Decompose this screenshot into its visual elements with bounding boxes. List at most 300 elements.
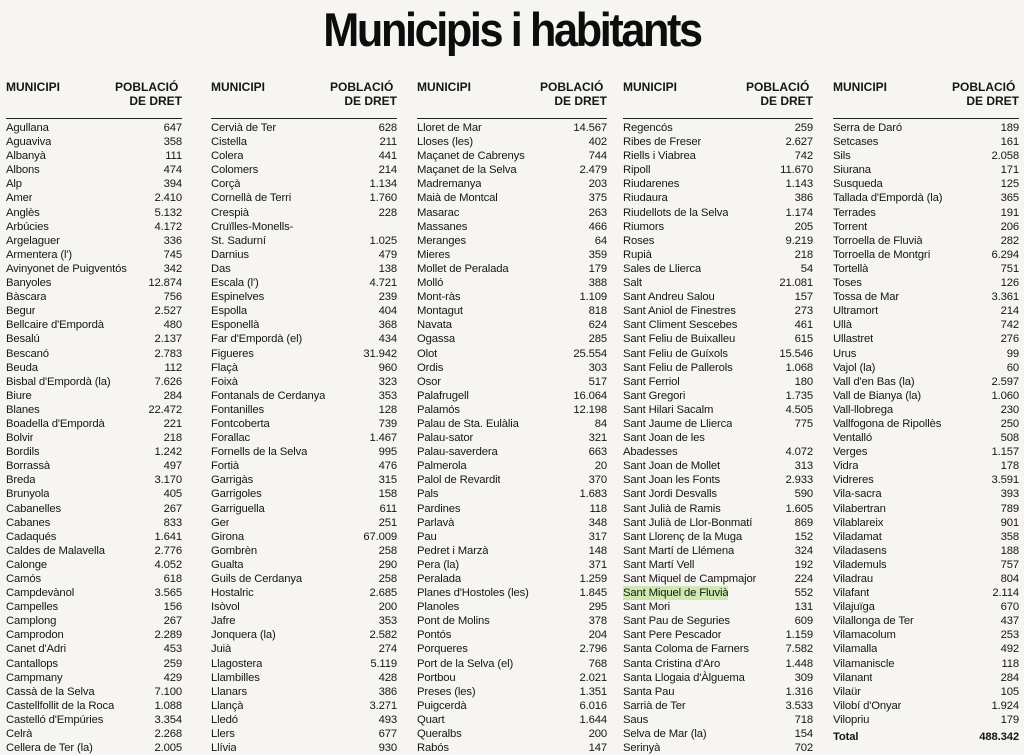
municipi-name: Lloret de Mar xyxy=(417,122,482,134)
poblacio-value: 1.735 xyxy=(785,389,813,402)
table-row xyxy=(833,375,1019,389)
municipi-name: Gualta xyxy=(211,558,244,571)
table-row xyxy=(417,473,607,487)
table-row xyxy=(417,685,607,699)
poblacio-value: 239 xyxy=(378,291,397,304)
table-row xyxy=(623,332,813,346)
poblacio-value: 2.268 xyxy=(154,728,182,741)
table-row xyxy=(623,586,813,600)
poblacio-value: 1.259 xyxy=(579,573,607,585)
table-row xyxy=(211,713,397,727)
poblacio-value: 148 xyxy=(588,544,607,557)
poblacio-value: 274 xyxy=(378,643,397,656)
table-row xyxy=(211,417,397,431)
municipi-name: Hostalric xyxy=(211,587,254,600)
table-row xyxy=(6,487,182,501)
table-row xyxy=(417,234,607,248)
municipi-name: Tallada d'Empordà (la) xyxy=(833,192,943,205)
poblacio-value: 3.565 xyxy=(154,587,182,600)
municipi-name: Setcases xyxy=(833,136,879,149)
poblacio-value: 1.060 xyxy=(991,389,1019,402)
poblacio-value: 2.776 xyxy=(154,544,182,557)
municipi-name: Espinelves xyxy=(211,291,265,304)
municipi-list xyxy=(6,121,182,755)
poblacio-value: 818 xyxy=(588,305,607,318)
table-row xyxy=(417,304,607,318)
table-row xyxy=(6,671,182,685)
table-row xyxy=(833,558,1019,572)
table-row xyxy=(211,389,397,403)
municipi-name: Das xyxy=(211,262,231,275)
poblacio-value: 7.100 xyxy=(154,685,182,698)
poblacio-value: 158 xyxy=(378,488,397,501)
municipi-name: Ullastret xyxy=(833,333,874,346)
municipi-name: Sant Martí Vell xyxy=(623,558,695,571)
poblacio-value: 179 xyxy=(1000,713,1019,726)
table-row xyxy=(211,685,397,699)
municipi-name: Vall-llobrega xyxy=(833,403,894,416)
table-row xyxy=(211,657,397,671)
municipi-name: Tossa de Mar xyxy=(833,291,900,304)
table-row xyxy=(623,417,813,431)
table-row xyxy=(623,713,813,727)
table-row xyxy=(211,177,397,191)
table-row xyxy=(623,375,813,389)
poblacio-value: 336 xyxy=(163,234,182,247)
poblacio-value: 453 xyxy=(163,643,182,656)
poblacio-value: 2.058 xyxy=(991,150,1019,163)
poblacio-value: 388 xyxy=(588,277,607,290)
poblacio-value: 1.134 xyxy=(369,178,397,191)
header-poblacio: POBLACIÓ DE DRET xyxy=(745,80,813,108)
table-row xyxy=(417,332,607,346)
poblacio-value: 2.627 xyxy=(785,136,813,149)
municipi-name: Verges xyxy=(833,446,868,459)
table-row xyxy=(623,671,813,685)
poblacio-value: 323 xyxy=(378,375,397,388)
poblacio-value: 901 xyxy=(1000,516,1019,529)
municipi-name: Vilajuïga xyxy=(833,601,875,614)
municipi-name: Sant Ferriol xyxy=(623,375,680,388)
municipi-name: Sales de Llierca xyxy=(623,262,701,275)
poblacio-value: 479 xyxy=(378,248,397,261)
municipi-name: Vilanant xyxy=(833,671,873,684)
table-row xyxy=(417,657,607,671)
municipi-name: Cruïlles-Monells- xyxy=(211,220,294,233)
poblacio-value: 393 xyxy=(1000,488,1019,501)
table-row xyxy=(211,403,397,417)
municipi-name: Sant Andreu Salou xyxy=(623,291,715,304)
poblacio-value: 152 xyxy=(794,530,813,543)
poblacio-value: 461 xyxy=(794,319,813,332)
table-row xyxy=(623,290,813,304)
municipi-name: Vall de Bianya (la) xyxy=(833,389,921,402)
table-row xyxy=(211,671,397,685)
municipi-name: Salt xyxy=(623,277,642,290)
municipi-name: Sant Climent Sescebes xyxy=(623,319,738,332)
table-row xyxy=(833,600,1019,614)
table-row xyxy=(6,149,182,163)
table-row xyxy=(211,699,397,713)
municipi-name: Rupià xyxy=(623,248,652,261)
table-row xyxy=(6,530,182,544)
table-row xyxy=(6,600,182,614)
table-row xyxy=(6,304,182,318)
table-row xyxy=(211,290,397,304)
municipi-name: Bordils xyxy=(6,446,40,459)
table-row xyxy=(6,163,182,177)
table-row xyxy=(6,135,182,149)
table-row xyxy=(6,516,182,530)
municipi-name: Esponellà xyxy=(211,319,260,332)
header-municipi: MUNICIPI xyxy=(623,80,677,94)
poblacio-value: 31.942 xyxy=(363,347,397,360)
table-row xyxy=(6,375,182,389)
poblacio-value: 508 xyxy=(1000,432,1019,445)
municipi-name: Garriguella xyxy=(211,502,265,515)
table-row xyxy=(211,502,397,516)
table-row xyxy=(211,727,397,741)
municipi-list xyxy=(833,121,1019,744)
municipi-name: Sant Pere Pescador xyxy=(623,629,722,642)
municipi-name: Calonge xyxy=(6,558,48,571)
table-row xyxy=(417,417,607,431)
municipi-name: Campelles xyxy=(6,601,59,614)
table-row xyxy=(417,361,607,375)
table-row xyxy=(833,389,1019,403)
table-row xyxy=(211,741,397,755)
poblacio-value: 1.351 xyxy=(579,685,607,698)
poblacio-value: 353 xyxy=(378,389,397,402)
table-row xyxy=(833,177,1019,191)
municipi-name: Albanyà xyxy=(6,150,46,163)
table-row xyxy=(211,262,397,276)
municipi-name: Crespià xyxy=(211,206,249,219)
table-row xyxy=(623,149,813,163)
poblacio-value: 4.505 xyxy=(785,403,813,416)
table-row xyxy=(417,135,607,149)
table-row xyxy=(833,713,1019,727)
municipi-name: Fontanilles xyxy=(211,403,264,416)
poblacio-value: 1.242 xyxy=(154,446,182,459)
municipi-name: Sant Pau de Seguries xyxy=(623,615,730,628)
table-row xyxy=(623,318,813,332)
table-row xyxy=(6,206,182,220)
poblacio-value: 1.068 xyxy=(785,361,813,374)
municipi-name: Celrà xyxy=(6,728,33,741)
table-row xyxy=(417,741,607,755)
poblacio-value: 21.081 xyxy=(779,277,813,290)
poblacio-value: 203 xyxy=(588,178,607,191)
table-row xyxy=(6,572,182,586)
poblacio-value: 434 xyxy=(378,333,397,346)
poblacio-value: 273 xyxy=(794,305,813,318)
poblacio-value: 378 xyxy=(588,615,607,628)
column-header xyxy=(211,78,397,119)
municipi-name: Camós xyxy=(6,573,42,585)
municipi-name: Sant Feliu de Guíxols xyxy=(623,347,728,360)
table-row xyxy=(623,657,813,671)
poblacio-value: 126 xyxy=(1000,277,1019,290)
poblacio-value: 1.641 xyxy=(154,530,182,543)
table-row xyxy=(6,332,182,346)
table-row xyxy=(6,318,182,332)
poblacio-value: 105 xyxy=(1000,685,1019,698)
table-row xyxy=(6,727,182,741)
poblacio-value: 402 xyxy=(588,136,607,149)
municipi-name: Torroella de Montgrí xyxy=(833,248,931,261)
table-row xyxy=(833,276,1019,290)
table-row xyxy=(6,685,182,699)
poblacio-value: 359 xyxy=(588,248,607,261)
poblacio-value: 368 xyxy=(378,319,397,332)
municipi-name: Ordis xyxy=(417,361,444,374)
table-row xyxy=(417,206,607,220)
poblacio-value: 353 xyxy=(378,615,397,628)
municipi-name: Planes d'Hostoles (les) xyxy=(417,587,529,600)
table-row xyxy=(623,135,813,149)
municipi-name: Bellcaire d'Empordà xyxy=(6,319,104,332)
municipi-name: Palafrugell xyxy=(417,389,469,402)
table-row xyxy=(623,191,813,205)
poblacio-value: 375 xyxy=(588,192,607,205)
table-row xyxy=(417,572,607,586)
table-row xyxy=(623,234,813,248)
table-row xyxy=(623,487,813,501)
municipi-name: Girona xyxy=(211,530,245,543)
table-row xyxy=(6,741,182,755)
poblacio-value: 466 xyxy=(588,220,607,233)
table-row xyxy=(6,361,182,375)
poblacio-value: 609 xyxy=(794,615,813,628)
table-row xyxy=(417,530,607,544)
table-row xyxy=(623,248,813,262)
poblacio-value: 3.361 xyxy=(991,291,1019,304)
table-row xyxy=(211,191,397,205)
poblacio-value: 118 xyxy=(589,502,607,515)
municipi-name: Cistella xyxy=(211,136,247,149)
column-1 xyxy=(6,78,182,755)
table-row xyxy=(623,558,813,572)
poblacio-value: 497 xyxy=(163,460,182,473)
table-row xyxy=(417,290,607,304)
table-row xyxy=(417,220,607,234)
poblacio-value: 20 xyxy=(594,460,607,473)
poblacio-value: 757 xyxy=(1000,558,1019,571)
municipi-name: Riudarenes xyxy=(623,178,680,191)
municipi-name: Lloses (les) xyxy=(417,136,473,149)
table-row xyxy=(417,628,607,642)
table-row xyxy=(833,685,1019,699)
municipi-name: Torroella de Fluvià xyxy=(833,234,923,247)
header-poblacio: POBLACIÓ DE DRET xyxy=(951,80,1019,108)
municipi-name: Sant Llorenç de la Muga xyxy=(623,530,743,543)
table-row xyxy=(833,262,1019,276)
table-row xyxy=(211,544,397,558)
municipi-name: Vajol (la) xyxy=(833,361,876,374)
municipi-name: Sarrià de Ter xyxy=(623,699,686,712)
municipi-name: Ogassa xyxy=(417,333,456,346)
poblacio-value: 180 xyxy=(794,375,813,388)
municipi-name: Vilamalla xyxy=(833,643,878,656)
municipi-name: Biure xyxy=(6,389,32,402)
municipi-name: Avinyonet de Puigventós xyxy=(6,262,127,275)
poblacio-value: 702 xyxy=(794,742,813,755)
municipi-name: Canet d'Adri xyxy=(6,643,67,656)
municipi-name: Vilopriu xyxy=(833,713,870,726)
poblacio-value: 285 xyxy=(588,333,607,346)
municipi-name: Preses (les) xyxy=(417,685,476,698)
poblacio-value: 2.289 xyxy=(154,629,182,642)
poblacio-value: 259 xyxy=(794,122,813,134)
table-row xyxy=(417,347,607,361)
municipi-name: Colomers xyxy=(211,164,259,177)
municipi-name: Molló xyxy=(417,277,444,290)
municipi-name: Serra de Daró xyxy=(833,122,903,134)
table-row xyxy=(6,121,182,135)
poblacio-value: 211 xyxy=(379,136,397,149)
municipi-name: Rabós xyxy=(417,742,449,755)
poblacio-value: 611 xyxy=(379,502,397,515)
municipi-name: Fontanals de Cerdanya xyxy=(211,389,326,402)
municipi-name: Mont-ràs xyxy=(417,291,461,304)
table-row xyxy=(6,234,182,248)
poblacio-value: 1.605 xyxy=(785,502,813,515)
municipi-name: Palmerola xyxy=(417,460,467,473)
poblacio-value: 386 xyxy=(378,685,397,698)
poblacio-value: 22.472 xyxy=(148,403,182,416)
table-row xyxy=(623,304,813,318)
municipi-name: Garrigàs xyxy=(211,474,254,487)
table-row xyxy=(6,403,182,417)
table-row xyxy=(417,544,607,558)
table-row xyxy=(833,431,1019,445)
header-municipi: MUNICIPI xyxy=(833,80,887,94)
table-row xyxy=(417,487,607,501)
poblacio-value: 552 xyxy=(794,587,813,600)
municipi-name: Sant Jordi Desvalls xyxy=(623,488,717,501)
municipi-name: Bàscara xyxy=(6,291,47,304)
municipi-name: Ger xyxy=(211,516,230,529)
table-row xyxy=(417,121,607,135)
poblacio-value: 230 xyxy=(1000,403,1019,416)
poblacio-value: 1.845 xyxy=(579,587,607,600)
table-row xyxy=(623,544,813,558)
poblacio-value: 517 xyxy=(588,375,607,388)
poblacio-value: 25.554 xyxy=(573,347,607,360)
table-row xyxy=(833,502,1019,516)
table-row xyxy=(417,445,607,459)
column-header xyxy=(6,78,182,119)
table-row xyxy=(211,163,397,177)
table-row xyxy=(623,389,813,403)
poblacio-value: 128 xyxy=(378,403,397,416)
municipi-name: Vilamaniscle xyxy=(833,657,895,670)
table-row xyxy=(417,191,607,205)
poblacio-value: 138 xyxy=(378,262,397,275)
poblacio-value: 3.170 xyxy=(154,474,182,487)
header-poblacio: POBLACIÓ DE DRET xyxy=(329,80,397,108)
poblacio-value: 3.533 xyxy=(785,699,813,712)
table-row xyxy=(211,558,397,572)
table-row xyxy=(623,685,813,699)
poblacio-value: 309 xyxy=(794,671,813,684)
table-row xyxy=(6,417,182,431)
poblacio-value: 437 xyxy=(1000,615,1019,628)
municipi-name: Llançà xyxy=(211,699,244,712)
poblacio-value: 282 xyxy=(1000,234,1019,247)
municipi-name: Bolvir xyxy=(6,432,34,445)
table-row xyxy=(6,290,182,304)
poblacio-value: 284 xyxy=(1000,671,1019,684)
poblacio-value: 253 xyxy=(1000,629,1019,642)
poblacio-value: 317 xyxy=(588,530,607,543)
table-row xyxy=(417,713,607,727)
poblacio-value: 218 xyxy=(163,432,182,445)
municipi-name: Besalú xyxy=(6,333,40,346)
poblacio-value: 804 xyxy=(1000,573,1019,585)
poblacio-value: 315 xyxy=(378,474,397,487)
municipi-name: Viladrau xyxy=(833,573,874,585)
municipi-name: Sant Miquel de Fluvià xyxy=(623,587,729,600)
municipi-name: Vidreres xyxy=(833,474,874,487)
municipi-name: Susqueda xyxy=(833,178,883,191)
table-row xyxy=(833,699,1019,713)
municipi-name: Sant Julià de Llor-Bonmatí xyxy=(623,516,753,529)
municipi-name: Puigcerdà xyxy=(417,699,467,712)
municipi-name: Bescanó xyxy=(6,347,49,360)
municipi-name: Terrades xyxy=(833,206,876,219)
poblacio-value: 930 xyxy=(378,742,397,755)
municipi-name: Sant Gregori xyxy=(623,389,686,402)
poblacio-value: 869 xyxy=(794,516,813,529)
table-row xyxy=(623,516,813,530)
table-row xyxy=(623,177,813,191)
poblacio-value: 342 xyxy=(163,262,182,275)
table-row xyxy=(211,530,397,544)
municipi-name: Ultramort xyxy=(833,305,879,318)
table-row xyxy=(623,530,813,544)
municipi-name: Parlavà xyxy=(417,516,455,529)
municipi-name: Portbou xyxy=(417,671,456,684)
poblacio-value: 188 xyxy=(1000,544,1019,557)
municipi-name: Bisbal d'Empordà (la) xyxy=(6,375,111,388)
table-row xyxy=(833,487,1019,501)
municipi-name: Escala (l') xyxy=(211,277,259,290)
table-row xyxy=(833,671,1019,685)
poblacio-value: 348 xyxy=(588,516,607,529)
table-row xyxy=(6,262,182,276)
poblacio-value: 224 xyxy=(794,573,813,585)
municipi-name: Camprodon xyxy=(6,629,64,642)
municipi-name: Vilablareix xyxy=(833,516,884,529)
table-row xyxy=(833,191,1019,205)
table-row xyxy=(211,628,397,642)
municipi-name: Foixà xyxy=(211,375,238,388)
poblacio-value: 12.198 xyxy=(573,403,607,416)
poblacio-value: 756 xyxy=(163,291,182,304)
table-row xyxy=(417,262,607,276)
poblacio-value: 615 xyxy=(794,333,813,346)
table-row xyxy=(6,502,182,516)
table-row xyxy=(417,502,607,516)
table-row xyxy=(833,149,1019,163)
municipi-name: Osor xyxy=(417,375,441,388)
poblacio-value: 2.021 xyxy=(579,671,607,684)
table-row xyxy=(6,347,182,361)
municipi-name: Agullana xyxy=(6,122,49,134)
table-row xyxy=(6,248,182,262)
